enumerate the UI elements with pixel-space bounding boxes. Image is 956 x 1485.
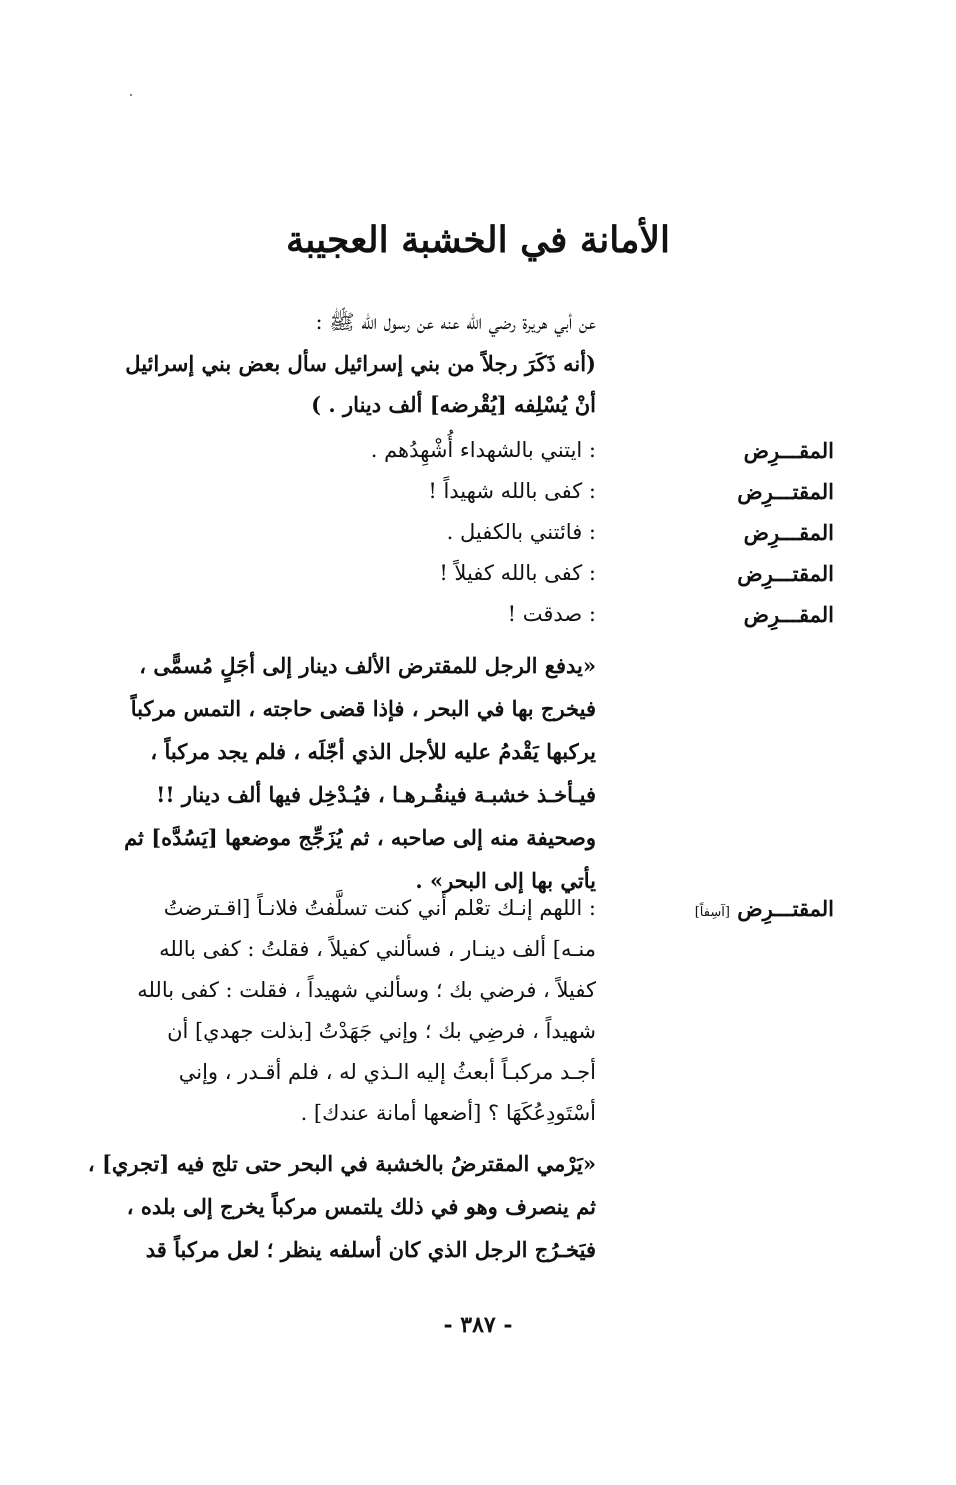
dialogue-lines [106, 430, 596, 635]
intro-block [106, 302, 596, 425]
narration-line: فيَخـرُج الرجل الذي كان أسلفه ينظر ؛ لعل مركباً قد [145, 1237, 596, 1262]
narration-line: «يَرْمي المقترضُ بالخشبة في البحر حتى تلج فيه [تجري] ، [87, 1151, 596, 1176]
narration-line: فيخرج بها في البحر ، فإذا قضى حاجته ، التمس مركباً [130, 696, 596, 721]
intro-line: عن أبي هريرة رضي الله عنه عن رسول الله ﷺ : [315, 310, 596, 334]
plea-line: : اللهم إنـك تعْلم أني كنت تسلَّفتُ فلانـاً [اقـترضتُ [163, 896, 596, 920]
dialogue-speakers [674, 430, 834, 635]
dialogue-speaker: المقـــرِض [743, 520, 834, 545]
plea-speaker: المقتـــرِض [737, 896, 834, 921]
intro-line: أنْ يُسْلِفه [يُقْرضه] ألف دينار . ) [311, 392, 596, 417]
plea-speaker-block [674, 888, 834, 929]
plea-line: منـه] ألف دينـار ، فسألني كفيلاً ، فقلتُ : كفى بالله [159, 937, 596, 961]
dialogue-speaker: المقتـــرِض [737, 479, 834, 504]
dialogue-text: : ايتني بالشهداء أُشْهِدُهم . [370, 438, 596, 462]
dialogue-speaker: المقتـــرِض [737, 561, 834, 586]
narration-line: فيـأخـذ خشبـة فينقُـرهـا ، فيُـدْخِل فيها ألف دينار !! [156, 782, 596, 807]
dialogue-text: : كفى بالله كفيلاً ! [439, 561, 596, 585]
narration-block-1 [106, 644, 596, 902]
narration-line: ثم ينصرف وهو في ذلك يلتمس مركباً يخرج إلى بلده ، [126, 1194, 596, 1219]
narration-line: يركبها يَقْدمُ عليه للأجل الذي أجّلَه ، فلم يجد مركباً ، [150, 739, 596, 764]
page-number: - ٣٨٧ - [443, 1312, 513, 1338]
intro-line: (أنه ذَكَرَ رجلاً من بني إسرائيل سأل بعض بني إسرائيل [125, 351, 596, 376]
dialogue-speaker: المقـــرِض [743, 602, 834, 627]
narration-line: وصحيفة منه إلى صاحبه ، ثم يُزَجِّج موضعها [يَسُدَّه] ثم [124, 825, 596, 850]
plea-block [106, 888, 596, 1134]
plea-line: أجـد مركبـاً أبعثُ إليه الـذي له ، فلم أقـدر ، وإني [178, 1060, 596, 1084]
plea-line: أسْتَودِعُكَهَا ؟ [أضعها أمانة عندك] . [300, 1101, 596, 1125]
plea-speaker-note: [آسِفاً] [694, 905, 730, 920]
page-title: الأمانة في الخشبة العجيبة [285, 219, 670, 261]
dialogue-text: : صدقت ! [507, 602, 596, 626]
narration-line: «يدفع الرجل للمقترض الألف دينار إلى أجَلٍ مُسمًّى ، [139, 653, 596, 678]
dialogue-speaker: المقـــرِض [743, 438, 834, 463]
dialogue-text: : كفى بالله شهيداً ! [428, 479, 596, 503]
plea-line: شهيداً ، فرضِي بك ؛ وإني جَهَدْتُ [بذلت جهدي] أن [167, 1019, 596, 1043]
dialogue-text: : فائتني بالكفيل . [446, 520, 596, 544]
narration-line: يأتي بها إلى البحر» . [415, 868, 596, 893]
narration-block-2 [87, 1142, 596, 1271]
speck-mark [130, 94, 132, 96]
plea-line: كفيلاً ، فرضي بك ؛ وسألني شهيداً ، فقلت : كفى بالله [137, 978, 596, 1002]
